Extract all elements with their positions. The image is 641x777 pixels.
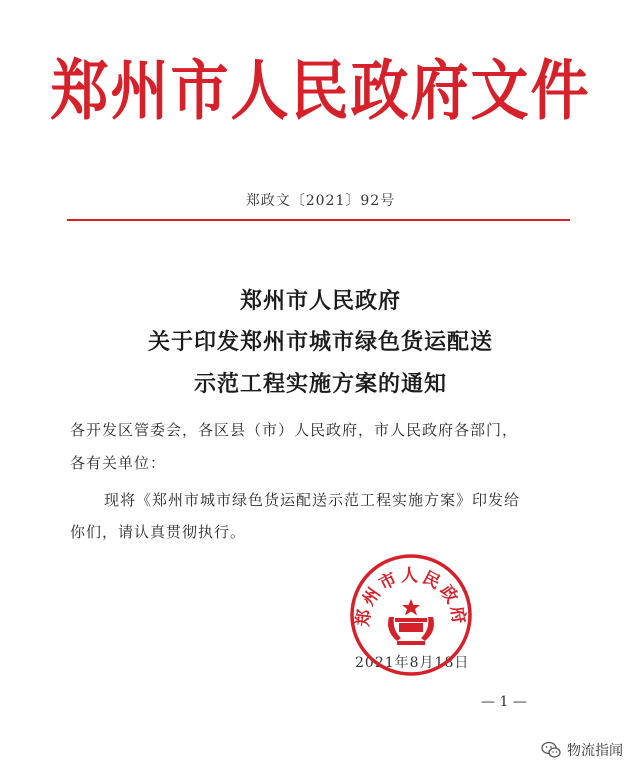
title-line-2: 关于印发郑州市城市绿色货运配送 [147, 329, 493, 355]
emblem-icon [388, 599, 434, 645]
seal-text: 郑州市人民政府 [353, 566, 469, 628]
watermark [541, 740, 623, 760]
page-number: — 1 — [481, 694, 527, 710]
title-line-1: 郑州市人民政府 [239, 288, 401, 314]
body-line-1: 现将《郑州市城市绿色货运配送示范工程实施方案》印发给 [104, 491, 521, 509]
masthead: 郑州市人民政府文件 [50, 52, 591, 129]
doc-number: 郑政文〔2021〕92号 [245, 193, 396, 209]
watermark-label: 物流指闻 [567, 743, 623, 759]
official-seal [349, 553, 473, 677]
sign-date: 2021年8月18日 [355, 655, 470, 671]
recipients-line-2: 各有关单位： [70, 454, 167, 472]
red-divider [67, 219, 570, 221]
title-line-3: 示范工程实施方案的通知 [193, 371, 447, 397]
recipients-line-1: 各开发区管委会，各区县（市）人民政府，市人民政府各部门， [70, 421, 519, 439]
wechat-icon [541, 741, 561, 759]
body-line-2: 你们，请认真贯彻执行。 [70, 523, 247, 541]
